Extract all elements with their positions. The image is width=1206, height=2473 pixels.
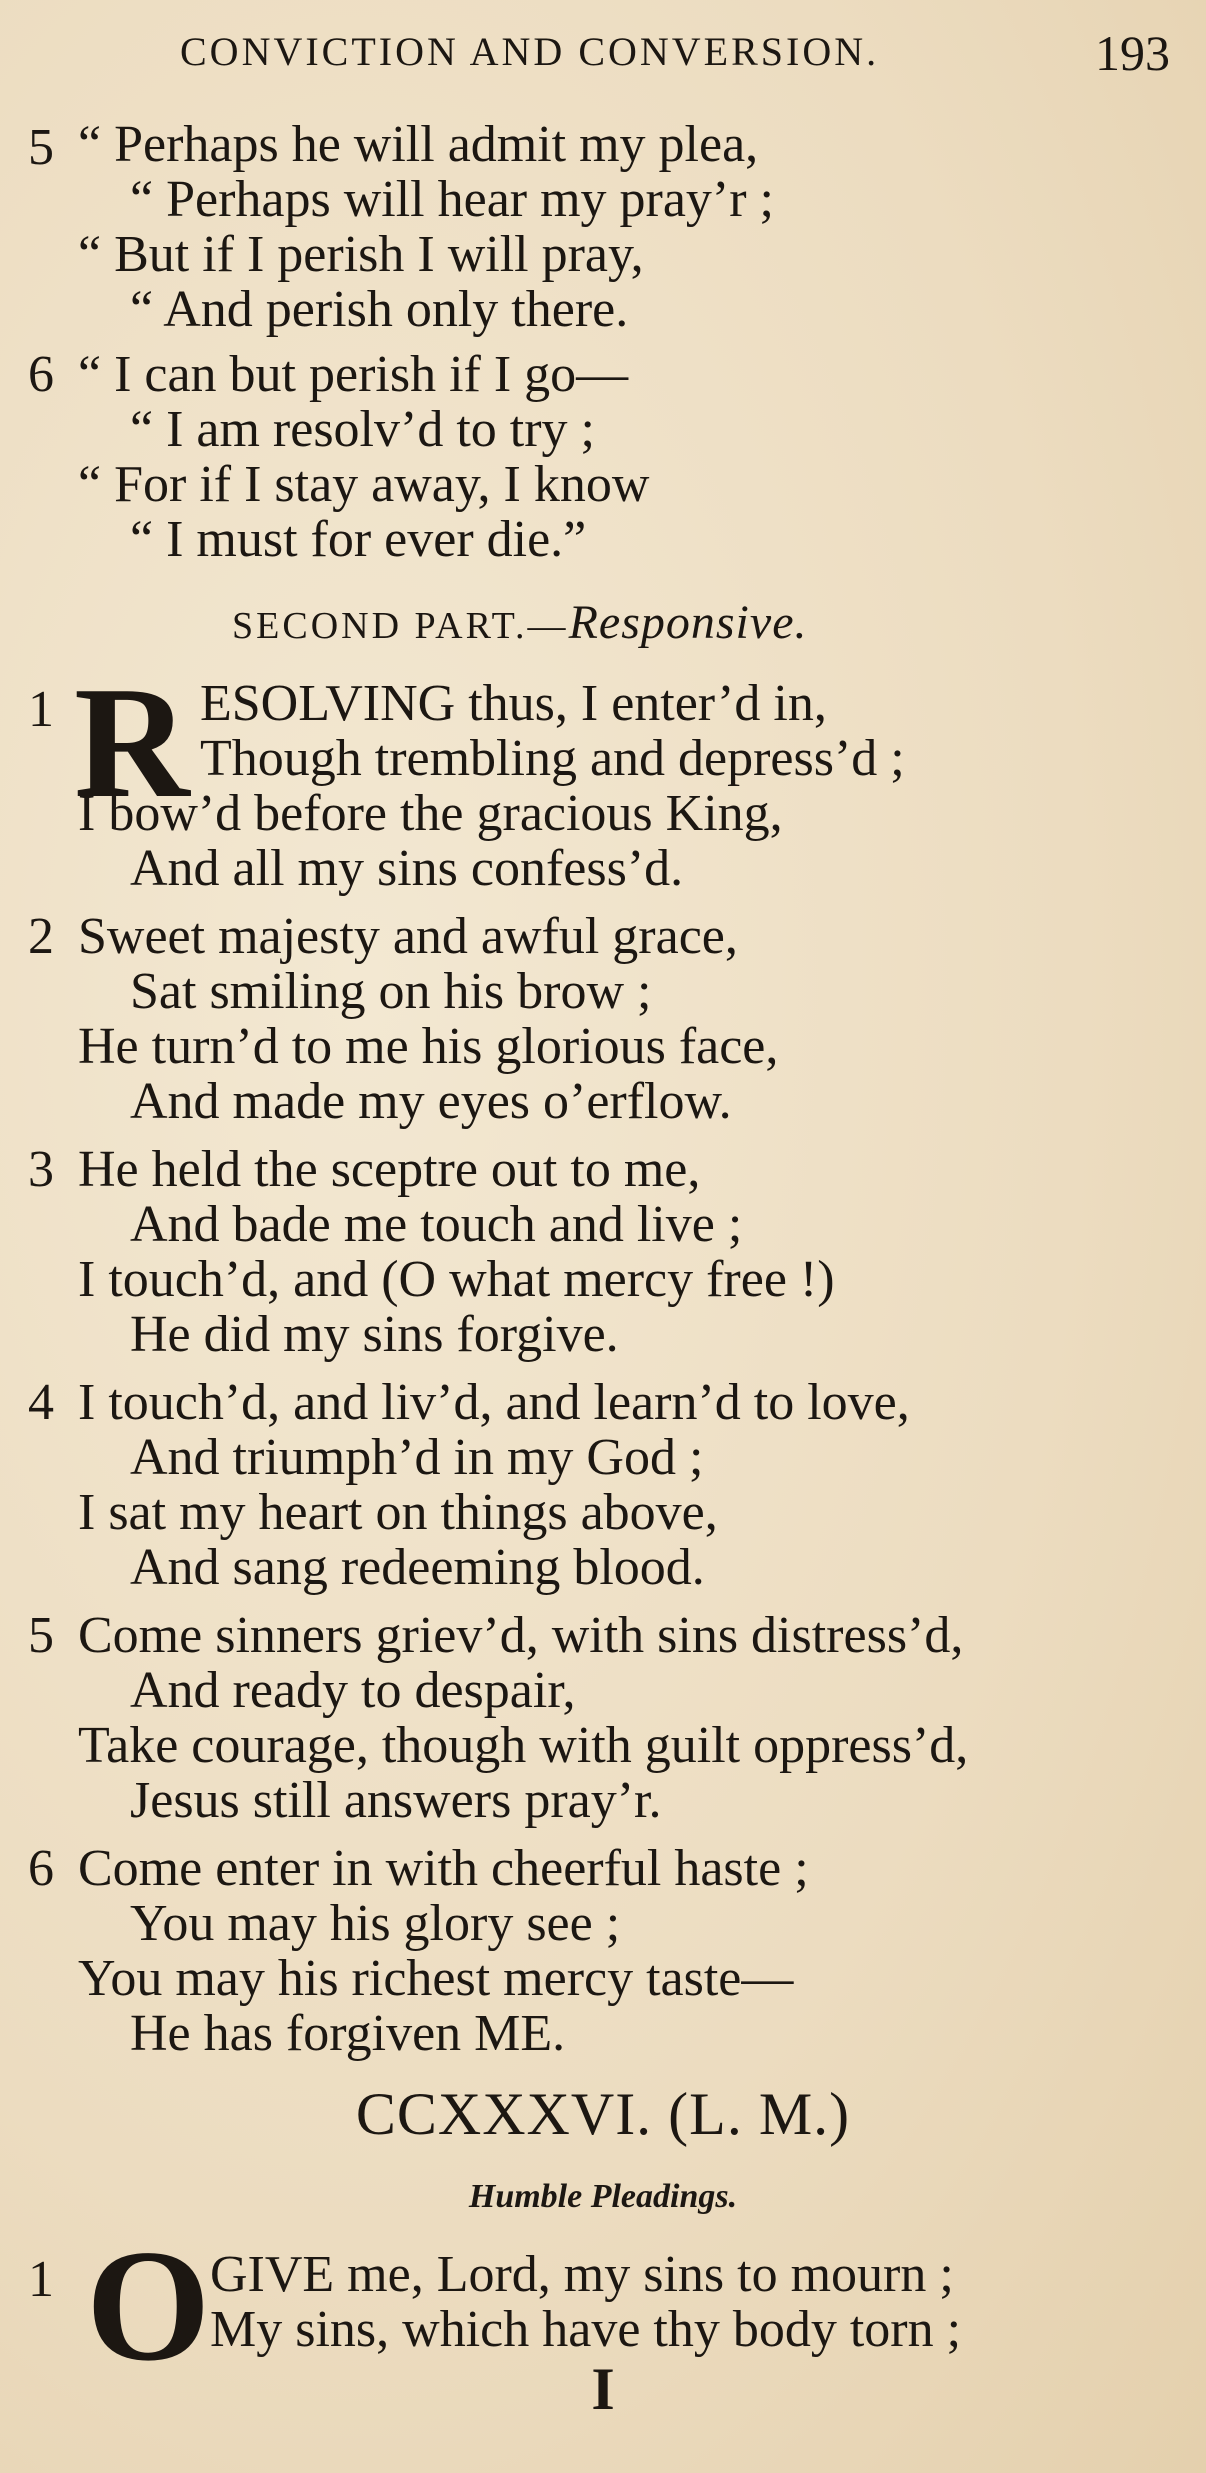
stanza-number: 6 (28, 346, 54, 403)
verse-line: “ For if I stay away, I know (78, 456, 650, 513)
verse-line: “ And perish only there. (130, 281, 629, 338)
verse-line: Sat smiling on his brow ; (130, 963, 652, 1020)
section-heading-italic: Responsive. (568, 596, 808, 649)
verse-line: GIVE me, Lord, my sins to mourn ; (210, 2246, 954, 2303)
verse-line: He turn’d to me his glorious face, (78, 1018, 779, 1075)
verse-line: “ Perhaps he will admit my plea, (78, 116, 759, 173)
stanza-number: 1 (28, 2251, 54, 2308)
verse-line: Though trembling and depress’d ; (200, 730, 905, 787)
verse-line: Come enter in with cheerful haste ; (78, 1840, 809, 1897)
verse-line: He did my sins forgive. (130, 1306, 619, 1363)
stanza-number: 5 (28, 1607, 54, 1664)
verse-line: And sang redeeming blood. (130, 1539, 705, 1596)
stanza-number: 6 (28, 1840, 54, 1897)
verse-line: And bade me touch and live ; (130, 1196, 743, 1253)
signature-mark: I (591, 2356, 615, 2422)
drop-cap: O (86, 2216, 211, 2394)
stanza-number: 3 (28, 1141, 54, 1198)
section-heading-label: SECOND PART.— (232, 605, 569, 647)
verse-line: “ I am resolv’d to try ; (130, 401, 595, 458)
running-title: CONVICTION AND CONVERSION. (180, 29, 880, 74)
verse-line: I sat my heart on things above, (78, 1484, 718, 1541)
section-heading (232, 595, 808, 650)
verse-line: Sweet majesty and awful grace, (78, 908, 738, 965)
verse-line: And triumph’d in my God ; (130, 1429, 704, 1486)
hymn-title: CCXXXVI. (L. M.) (355, 2081, 851, 2147)
verse-line: “ But if I perish I will pray, (78, 226, 644, 283)
verse-line: “ Perhaps will hear my pray’r ; (130, 171, 775, 228)
hymn-subtitle: Humble Pleadings. (468, 2178, 738, 2215)
verse-line: And all my sins confess’d. (130, 840, 684, 897)
verse-line: He held the sceptre out to me, (78, 1141, 701, 1198)
verse-line: “ I can but perish if I go— (78, 346, 629, 403)
verse-line: And ready to despair, (130, 1662, 576, 1719)
stanza-number: 1 (28, 681, 54, 738)
verse-line: Come sinners griev’d, with sins distress’d, (78, 1607, 964, 1664)
verse-line: Take courage, though with guilt oppress’d, (78, 1717, 969, 1774)
verse-line: “ I must for ever die.” (130, 511, 587, 568)
stanza-number: 5 (28, 119, 54, 176)
stanza-number: 2 (28, 908, 54, 965)
verse-line: I touch’d, and liv’d, and learn’d to love, (78, 1374, 910, 1431)
page-number: 193 (1095, 25, 1170, 81)
verse-line: My sins, which have thy body torn ; (210, 2301, 962, 2358)
drop-cap: R (74, 653, 190, 831)
verse-line: He has forgiven ME. (130, 2005, 566, 2062)
verse-line: You may his glory see ; (130, 1895, 621, 1952)
verse-line: I touch’d, and (O what mercy free !) (78, 1251, 835, 1308)
verse-line: You may his richest mercy taste— (78, 1950, 794, 2007)
verse-line: I bow’d before the gracious King, (78, 785, 783, 842)
stanza-number: 4 (28, 1374, 54, 1431)
verse-line: Jesus still answers pray’r. (130, 1772, 662, 1829)
verse-line: ESOLVING thus, I enter’d in, (200, 675, 827, 732)
verse-line: And made my eyes o’erflow. (130, 1073, 732, 1130)
